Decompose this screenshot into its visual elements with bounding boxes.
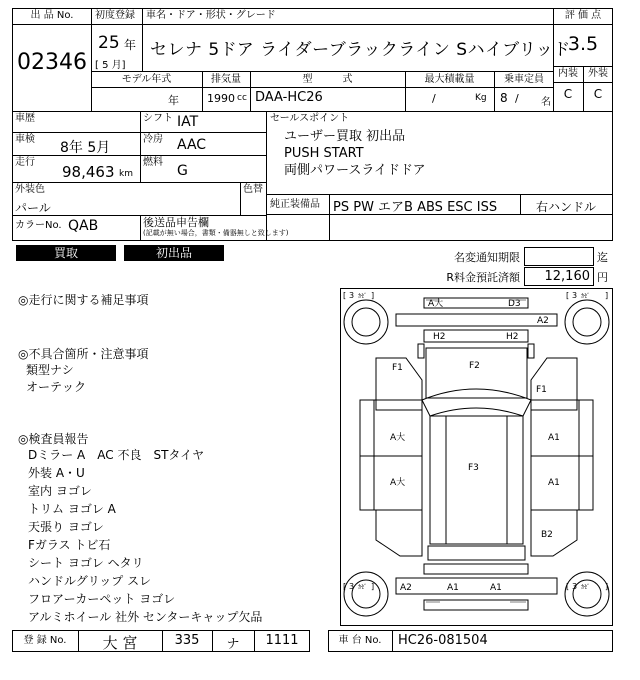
mark-top-d3: D3 — [508, 299, 521, 309]
fee-value: 12,160 — [544, 269, 590, 284]
corner-tr-value: 3 — [572, 291, 578, 300]
wheel-br — [565, 572, 609, 616]
wheel-tl — [344, 300, 388, 344]
corner-tl-value: 3 — [349, 291, 355, 300]
inspection-value: 8年 5月 — [60, 140, 111, 156]
sales-title: セールスポイント — [270, 113, 350, 124]
svg-text:]: ] — [371, 291, 375, 300]
mark-h2-left: H2 — [433, 332, 446, 342]
car-damage-diagram — [340, 288, 613, 626]
reg-year-unit: 年 — [124, 38, 137, 52]
defect-notes-title: ◎不具合箇所・注意事項 — [18, 347, 149, 361]
docs-label: 後送品申告欄 — [143, 216, 209, 229]
tag-first-listing: 初出品 — [124, 245, 224, 261]
mark-bottom-a2: A2 — [400, 583, 412, 593]
mark-f3: F3 — [468, 463, 479, 473]
wheel-tr — [565, 300, 609, 344]
svg-text:ｶｾﾞ: ｶｾﾞ — [581, 293, 591, 300]
reg-number: 1111 — [265, 633, 299, 648]
interior-grade: C — [563, 87, 573, 101]
inspector-line-10: アルミホイール 社外 センターキャップ欠品 — [28, 610, 263, 624]
model-year-unit: 年 — [168, 94, 179, 107]
mark-a1-right-2: A1 — [548, 478, 560, 488]
max-load-label: 最大積載量 — [424, 74, 475, 85]
grade-value: 3.5 — [567, 33, 599, 55]
color-change-label: 色替 — [243, 184, 263, 195]
sales-line-1: ユーザー買取 初出品 — [284, 129, 406, 144]
inspector-line-2: 外装 A・U — [28, 466, 85, 480]
displacement-label: 排気量 — [211, 74, 241, 85]
exterior-label: 外装 — [588, 68, 608, 79]
capacity-label: 乗車定員 — [504, 74, 544, 85]
lot-label: 出 品 No. — [30, 10, 74, 21]
equipment-label: 純正装備品 — [270, 199, 320, 210]
mileage-value: 98,463 — [62, 163, 115, 181]
shift-label: シフト — [143, 113, 173, 124]
tag-kaitori: 買取 — [16, 245, 116, 261]
mark-f1-right: F1 — [536, 385, 547, 395]
color-label: 外装色 — [15, 184, 45, 195]
load-slash: / — [432, 92, 436, 105]
docs-note: (記載が無い場合，書類・備器無しと致します) — [143, 229, 289, 237]
defect-line-2: オーテック — [26, 380, 87, 394]
handle-side: 右ハンドル — [536, 200, 597, 214]
corner-bl-value: 3 — [349, 582, 355, 591]
inspector-line-7: シート ヨゴレ ヘタリ — [28, 556, 144, 570]
color-value: パール — [15, 201, 51, 215]
inspection-label: 車検 — [15, 134, 35, 145]
ac-label: 冷房 — [143, 134, 163, 145]
wheel-bl — [344, 572, 388, 616]
deadline-suffix: 迄 — [597, 251, 608, 264]
history-label: 車歴 — [15, 113, 35, 124]
docs-box — [266, 214, 613, 241]
reg-region: 大 宮 — [102, 634, 138, 652]
mileage-label: 走行 — [15, 157, 35, 168]
chassis-number: HC26-081504 — [398, 633, 488, 648]
mark-f2: F2 — [469, 361, 480, 371]
mark-bottom-a1-1: A1 — [447, 583, 459, 593]
exterior-grade: C — [593, 87, 603, 101]
svg-text:ｶｾﾞ: ｶｾﾞ — [358, 293, 368, 300]
mark-f1-left: F1 — [392, 363, 403, 373]
type-value: DAA-HC26 — [255, 90, 323, 105]
fee-unit: 円 — [597, 271, 608, 284]
displacement-value: 1990 — [207, 92, 235, 105]
svg-text:ｶｾﾞ: ｶｾﾞ — [358, 584, 368, 591]
color-no-label: カラーNo. — [15, 220, 62, 231]
deadline-label: 名変通知期限 — [454, 251, 520, 264]
sales-line-2: PUSH START — [284, 146, 364, 161]
first-reg-label: 初度登録 — [95, 10, 135, 21]
shift-value: IAT — [177, 114, 199, 130]
displacement-unit: cc — [237, 93, 247, 103]
type-label: 型 式 — [302, 74, 353, 85]
deadline-box — [524, 247, 594, 266]
reg-kana: ナ — [226, 637, 240, 652]
inspector-line-9: フロアーカーペット ヨゴレ — [28, 592, 176, 606]
mark-top-a-large: A大 — [428, 299, 444, 309]
inspector-line-8: ハンドルグリップ スレ — [28, 574, 152, 588]
capacity-slash: / — [515, 92, 519, 105]
corner-br-value: 3 — [572, 582, 578, 591]
reg-class: 335 — [174, 633, 200, 648]
mark-a1-right: A1 — [548, 433, 560, 443]
capacity-unit: 名 — [541, 97, 551, 108]
mark-h2-right: H2 — [506, 332, 519, 342]
mileage-unit: km — [119, 169, 133, 179]
equipment-value: PS PW エアB ABS ESC ISS — [333, 200, 498, 215]
color-no-value: QAB — [68, 218, 99, 234]
car-name-label: 車名・ドア・形状・グレード — [146, 10, 276, 21]
ac-value: AAC — [177, 137, 207, 153]
svg-text:ｶｾﾞ: ｶｾﾞ — [581, 584, 591, 591]
reg-month: [ 5 月] — [95, 60, 126, 71]
capacity-value: 8 — [500, 91, 508, 105]
svg-text:[: [ — [566, 582, 570, 591]
interior-label: 内装 — [558, 68, 578, 79]
inspector-line-3: 室内 ヨゴレ — [28, 484, 92, 498]
svg-text:]: ] — [605, 291, 609, 300]
load-unit: Kg — [475, 93, 487, 103]
svg-text:]: ] — [371, 582, 375, 591]
fuel-value: G — [177, 163, 188, 179]
fee-label: R料金預託済額 — [446, 271, 520, 284]
mark-bottom-a1-2: A1 — [490, 583, 502, 593]
mark-b2: B2 — [541, 530, 553, 540]
corner-tr: [ — [566, 291, 570, 300]
car-name: セレナ 5ドア ライダーブラックライン Sハイブリッド — [150, 40, 571, 60]
model-year-label: モデル年式 — [121, 74, 172, 85]
inspector-line-4: トリム ヨゴレ A — [28, 502, 116, 516]
reg-year: 25 — [98, 33, 120, 53]
defect-line-1: 類型ナシ — [26, 363, 74, 377]
sales-line-3: 両側パワースライドドア — [284, 163, 426, 178]
mark-a-large-left-2: A大 — [390, 478, 406, 488]
mark-a-large-left: A大 — [390, 433, 406, 443]
mark-top-a2: A2 — [537, 316, 549, 326]
lot-number: 02346 — [17, 50, 87, 75]
fuel-label: 燃料 — [143, 157, 163, 168]
reg-no-label: 登 録 No. — [23, 635, 67, 646]
inspector-line-5: 天張り ヨゴレ — [28, 520, 104, 534]
svg-text:]: ] — [605, 582, 609, 591]
chassis-label: 車 台 No. — [338, 635, 382, 646]
grade-label: 評 価 点 — [564, 10, 602, 21]
inspector-line-6: Fガラス トビ石 — [28, 538, 111, 552]
driving-notes-title: ◎走行に関する補足事項 — [18, 293, 149, 307]
svg-text:[: [ — [343, 582, 347, 591]
inspector-title: ◎検査員報告 — [18, 432, 89, 446]
inspector-line-1: Dミラー A AC 不良 STタイヤ — [28, 448, 205, 462]
corner-tl: [ — [343, 291, 347, 300]
